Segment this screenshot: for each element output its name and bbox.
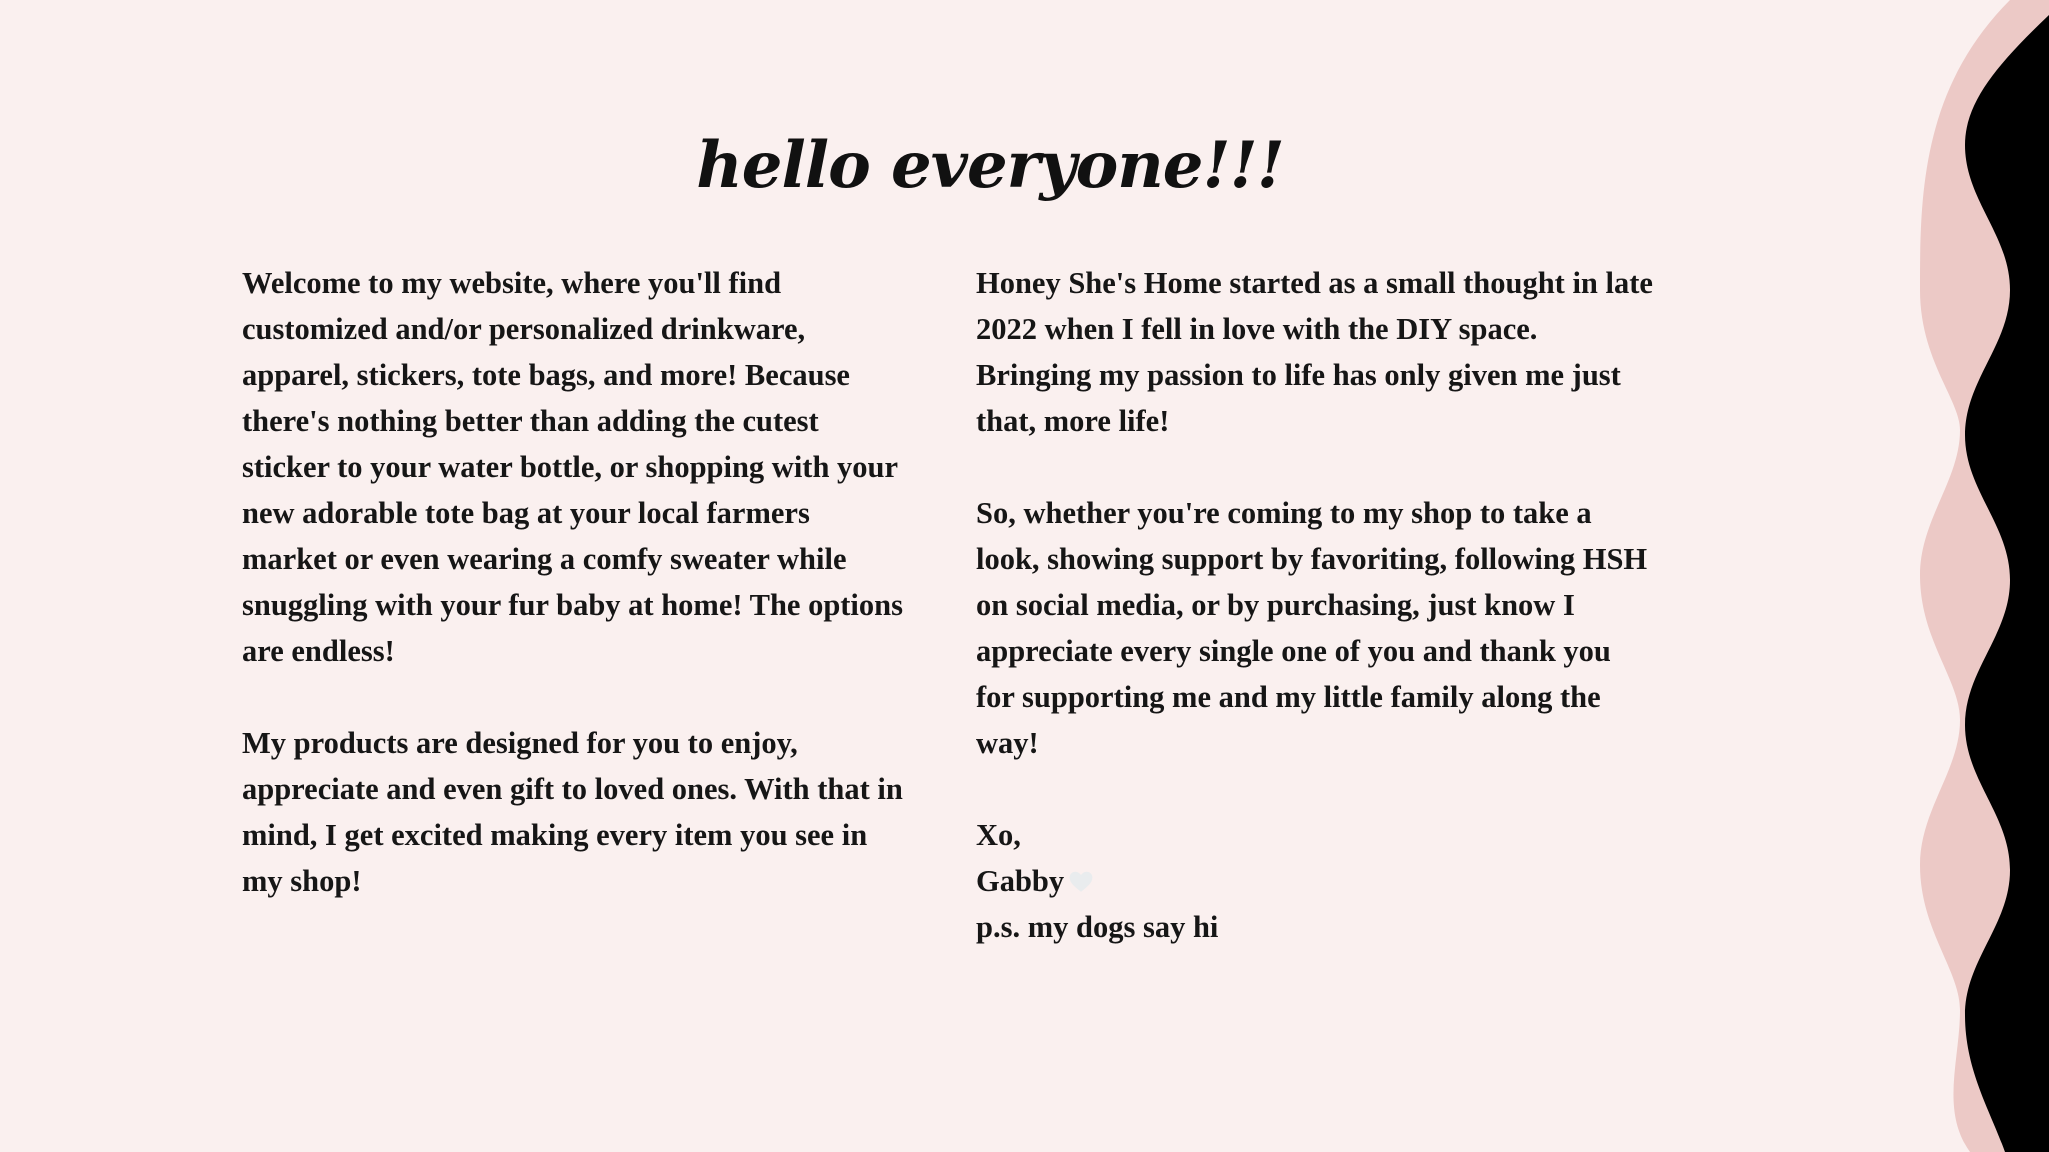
story-paragraph: Honey She's Home started as a small thought in late 2022 when I fell in love with the DIY space. Bringing my passion to life has only given me just that, more life! <box>976 266 1653 438</box>
white-heart-icon <box>1068 869 1094 895</box>
products-paragraph: My products are designed for you to enjoy, appreciate and even gift to loved ones. With that in mind, I get excited making every item you see in my shop! <box>242 726 903 898</box>
left-column <box>242 260 907 950</box>
page-title: hello everyone!!! <box>696 128 1284 203</box>
right-column <box>976 260 1656 950</box>
signoff: Xo, <box>976 818 1021 852</box>
intro-paragraph: Welcome to my website, where you'll find customized and/or personalized drinkware, apparel, stickers, tote bags, and more! Because there's nothing better than adding the cutest sticker to your water bottle, or shopping with your new adorable tote bag at your local farmers market or even wearing a comfy sweater while snuggling with your fur baby at home! The options are endless! <box>242 266 903 668</box>
signature-name: Gabby <box>976 864 1065 898</box>
postscript: p.s. my dogs say hi <box>976 910 1219 944</box>
signature-line <box>976 858 1656 904</box>
thanks-paragraph: So, whether you're coming to my shop to take a look, showing support by favoriting, following HSH on social media, or by purchasing, just know I appreciate every single one of you and thank you for supporting me and my little family along the way! <box>976 496 1648 760</box>
